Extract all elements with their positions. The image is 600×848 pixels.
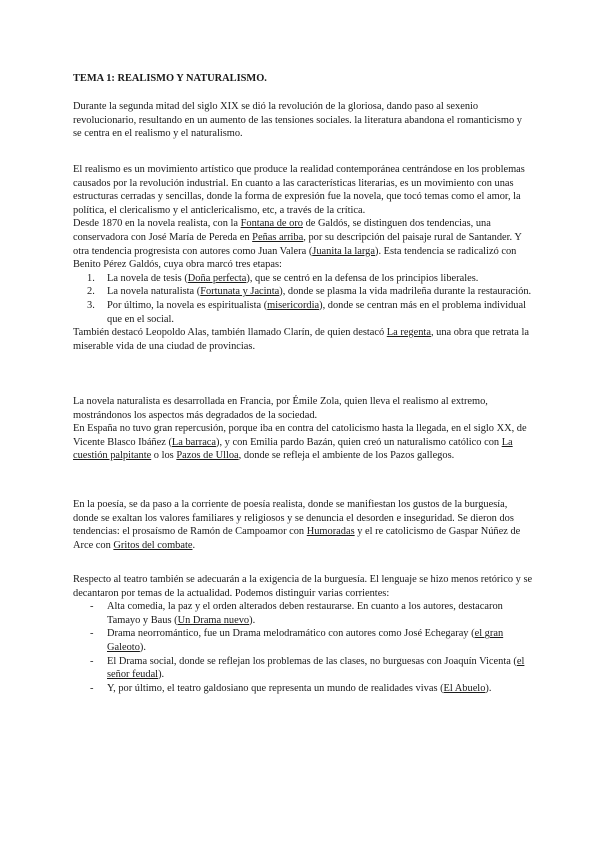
naturalismo-paragraph-1: La novela naturalista es desarrollada en Francia, por Émile Zola, quien lleva el realismo al extremo, mostrándonos los aspectos más degradados de la sociedad. [73, 396, 488, 421]
work-title: El Abuelo [443, 682, 486, 694]
work-title-la-regenta: La regenta [386, 327, 431, 339]
list-dash: - [90, 682, 94, 694]
list-item [73, 627, 533, 654]
work-title: Un Drama nuevo [177, 614, 250, 626]
list-dash: - [90, 601, 94, 613]
text-run: La novela de tesis ( [107, 272, 188, 284]
realismo-paragraph-1: El realismo es un movimiento artístico que produce la realidad contemporánea centrándose en los problemas causados por la revolución industrial. En cuanto a las características literarias, es un movimiento con unas estructuras cerradas y sencillas, donde la forma de expresión fue la novela, que tocó temas como el amor, la política, el clericalismo y el anticlericalismo, etc, a través de la crítica. [73, 164, 525, 216]
realismo-paragraph-2 [73, 217, 533, 271]
work-title: Doña perfecta [187, 272, 247, 284]
work-title-fontana: Fontana de oro [240, 218, 303, 230]
text-run: ), donde se plasma la vida madrileña durante la restauración. [279, 286, 532, 298]
text-run: , por su descripción del paisaje rural de Santander. Y otra tendencia progresista con autores como Juan Valera ( [73, 231, 522, 257]
text-run: ), y con Emilia pardo Bazán, quien creó un naturalismo católico con [216, 436, 502, 448]
text-run: Desde 1870 en la novela realista, con la [73, 218, 241, 230]
text-run: de Galdós, se distinguen dos tendencias, una conservadora con José María de Pereda en [73, 218, 491, 243]
work-title-humoradas: Humoradas [306, 526, 355, 538]
list-item [73, 285, 533, 299]
text-run: ), que se centró en la defensa de los principios liberales. [246, 272, 479, 284]
text-run: Alta comedia, la paz y el orden alterados deben restaurarse. En cuanto a los autores, destacaron Tamayo y Baus ( [107, 601, 503, 626]
text-run: Y, por último, el teatro galdosiano que representa un mundo de realidades vivas ( [107, 682, 444, 694]
intro-paragraph: Durante la segunda mitad del siglo XIX se dió la revolución de la gloriosa, dando paso al sexenio revolucionario, resultando en un aumento de las tensiones sociales. la literatura abandona el romanticismo y se centra en el realismo y el naturalismo. [73, 101, 522, 140]
poesia-paragraph [73, 498, 533, 552]
text-run: y el re catolicismo de Gaspar Núñez de Arce con [73, 526, 521, 551]
text-run: Por último, la novela es espiritualista ( [107, 299, 268, 311]
naturalismo-section [73, 395, 533, 463]
text-run: ). [249, 614, 256, 626]
list-item [73, 600, 533, 627]
text-run: o los [151, 450, 177, 462]
teatro-paragraph-1: Respecto al teatro también se adecuarán a la exigencia de la burguesía. El lenguaje se hizo menos retórico y se decantaron por temas de la actualidad. Podemos distinguir varias corrientes: [73, 574, 533, 599]
list-number: 2. [87, 286, 95, 298]
naturalismo-paragraph-2 [73, 422, 533, 463]
list-item [73, 682, 533, 696]
text-run: El Drama social, donde se reflejan los problemas de las clases, no burguesas con Joaquín Vicenta ( [107, 655, 517, 667]
text-run: . [192, 539, 196, 551]
text-run: En España no tuvo gran repercusión, porque iba en contra del catolicismo hasta la llegada, en el siglo XX, de Vicente Blasco Ibáñez ( [73, 423, 527, 448]
work-title-cuestion: La cuestión palpitante [73, 436, 513, 462]
page-title: TEMA 1: REALISMO Y NATURALISMO. [73, 73, 267, 84]
text-run: Drama neorromántico, fue un Drama melodramático con autores como José Echegaray ( [107, 628, 475, 640]
work-title-pazos: Pazos de Ulloa [176, 450, 239, 462]
work-title: el señor feudal [107, 655, 525, 681]
work-title-gritos: Gritos del combate [113, 539, 193, 551]
text-run: La novela naturalista ( [107, 286, 201, 298]
galdos-stages-list [73, 272, 533, 326]
list-item [73, 272, 533, 286]
text-run: ). [139, 641, 146, 653]
realismo-paragraph-3 [73, 326, 533, 353]
text-run: , una obra que retrata la miserable vida de una ciudad de provincias. [73, 327, 530, 352]
work-title-penas-arriba: Peñas arriba [252, 231, 304, 243]
text-run: ), donde se centran más en el problema individual que en el social. [107, 299, 526, 325]
list-dash: - [90, 655, 94, 667]
list-item [73, 655, 533, 682]
work-title-la-barraca: La barraca [171, 436, 217, 448]
text-run: En la poesía, se da paso a la corriente de poesía realista, donde se manifiestan los gustos de la burguesía, donde se exaltan los valores familiares y religiosos y se denuncia el desorden e inseguridad. Se dieron dos tendencias: el prosaísmo de Ramón de Campoamor con [73, 499, 514, 538]
text-run: , donde se refleja el ambiente de los Pazos gallegos. [238, 450, 455, 462]
work-title: misericordia [267, 299, 320, 311]
list-number: 1. [87, 272, 95, 284]
realismo-section [73, 163, 533, 353]
list-number: 3. [87, 299, 95, 311]
work-title: Fortunata y Jacinta [200, 286, 280, 298]
text-run: También destacó Leopoldo Alas, también llamado Clarín, de quien destacó [73, 327, 387, 339]
work-title: el gran Galeoto [107, 628, 504, 653]
work-title-juanita: Juanita la larga [312, 245, 375, 257]
list-dash: - [90, 628, 94, 640]
list-item [73, 299, 533, 326]
text-run: ). Esta tendencia se radicalizó con Benito Pérez Galdós, cuya obra marcó tres etapas: [73, 245, 517, 271]
text-run: ). [158, 669, 165, 681]
teatro-currents-list [73, 600, 533, 695]
text-run: ). [485, 682, 492, 694]
teatro-section [73, 573, 533, 695]
